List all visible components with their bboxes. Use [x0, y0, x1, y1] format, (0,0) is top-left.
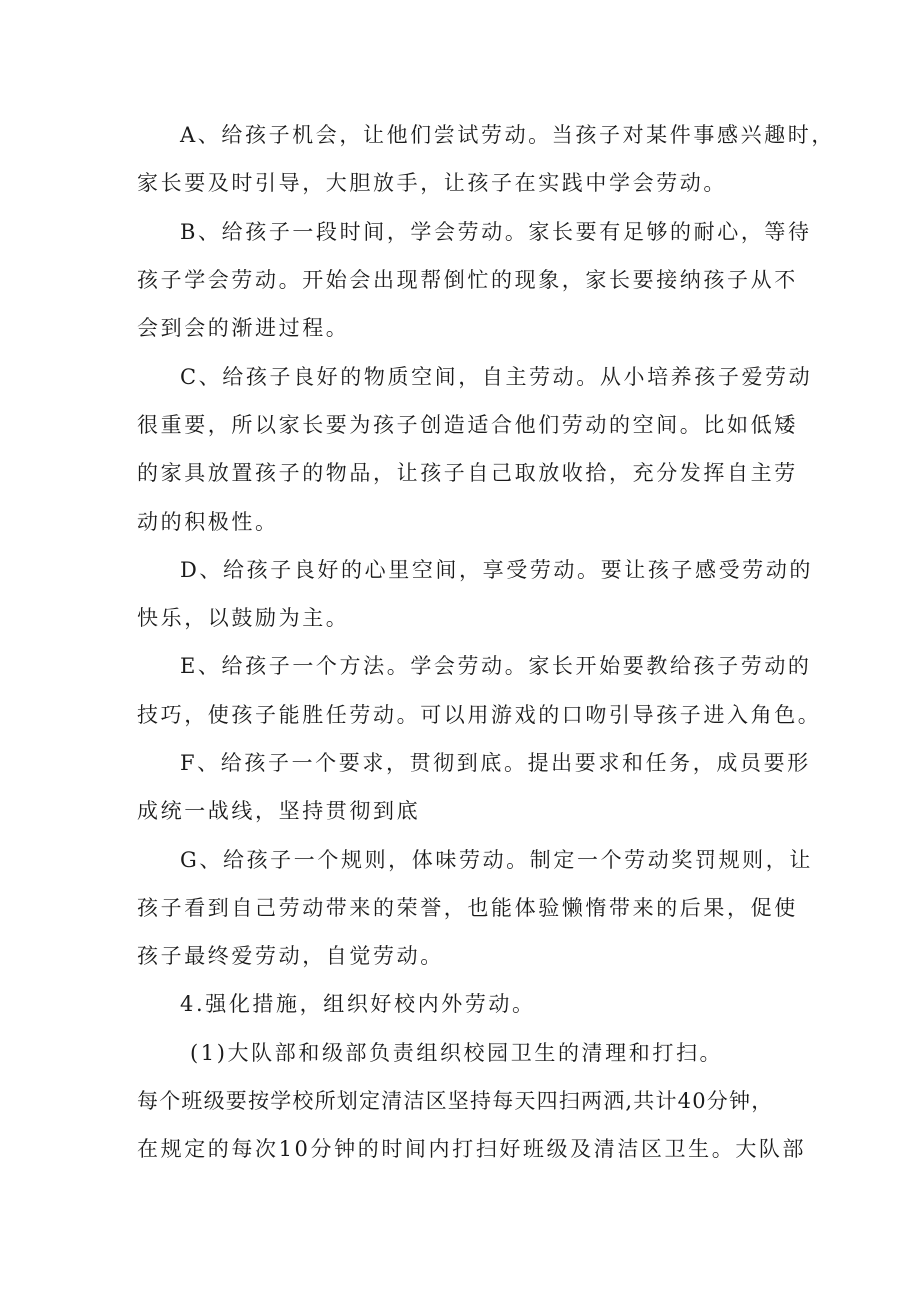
paragraph-d-line-1: D、给孩子良好的心里空间，享受劳动。要让孩子感受劳动的: [180, 558, 814, 582]
paragraph-b-line-1: B、给孩子一段时间，学会劳动。家长要有足够的耐心，等待: [180, 220, 812, 244]
paragraph-g-line-1: G、给孩子一个规则，体味劳动。制定一个劳动奖罚规则，让: [180, 848, 813, 872]
paragraph-g-line-3: 孩子最终爱劳动，自觉劳动。: [137, 944, 444, 968]
section-4-heading: 4.强化措施，组织好校内外劳动。: [180, 992, 536, 1016]
paragraph-e-line-2: 技巧，使孩子能胜任劳动。可以用游戏的口吻引导孩子进入角色。: [137, 703, 822, 727]
subsection-1-heading: (1)大队部和级部负责组织校园卫生的清理和打扫。: [190, 1041, 724, 1065]
paragraph-b-line-2: 孩子学会劳动。开始会出现帮倒忙的现象，家长要接纳孩子从不: [137, 268, 798, 292]
paragraph-c-line-1: C、给孩子良好的物质空间，自主劳动。从小培养孩子爱劳动: [180, 365, 813, 389]
paragraph-f-line-2: 成统一战线，坚持贯彻到底: [137, 799, 421, 823]
paragraph-f-line-1: F、给孩子一个要求，贯彻到底。提出要求和任务，成员要形: [180, 751, 811, 775]
paragraph-d-line-2: 快乐，以鼓励为主。: [137, 606, 350, 630]
paragraph-c-line-4: 动的积极性。: [137, 510, 279, 534]
subsection-1-line-1: 每个班级要按学校所划定清洁区坚持每天四扫两洒,共计40分钟，: [137, 1089, 774, 1113]
paragraph-g-line-2: 孩子看到自己劳动带来的荣誉，也能体验懒惰带来的后果，促使: [137, 896, 798, 920]
paragraph-b-line-3: 会到会的渐进过程。: [137, 316, 350, 340]
subsection-1-line-2: 在规定的每次10分钟的时间内打扫好班级及清洁区卫生。大队部: [137, 1137, 807, 1161]
paragraph-a-line-2: 家长要及时引导，大胆放手，让孩子在实践中学会劳动。: [137, 171, 727, 195]
paragraph-c-line-2: 很重要，所以家长要为孩子创造适合他们劳动的空间。比如低矮: [137, 413, 798, 437]
paragraph-e-line-1: E、给孩子一个方法。学会劳动。家长开始要教给孩子劳动的: [180, 654, 812, 678]
paragraph-a-line-1: A、给孩子机会，让他们尝试劳动。当孩子对某件事感兴趣时，: [180, 123, 835, 147]
paragraph-c-line-3: 的家具放置孩子的物品，让孩子自己取放收拾，充分发挥自主劳: [137, 461, 798, 485]
